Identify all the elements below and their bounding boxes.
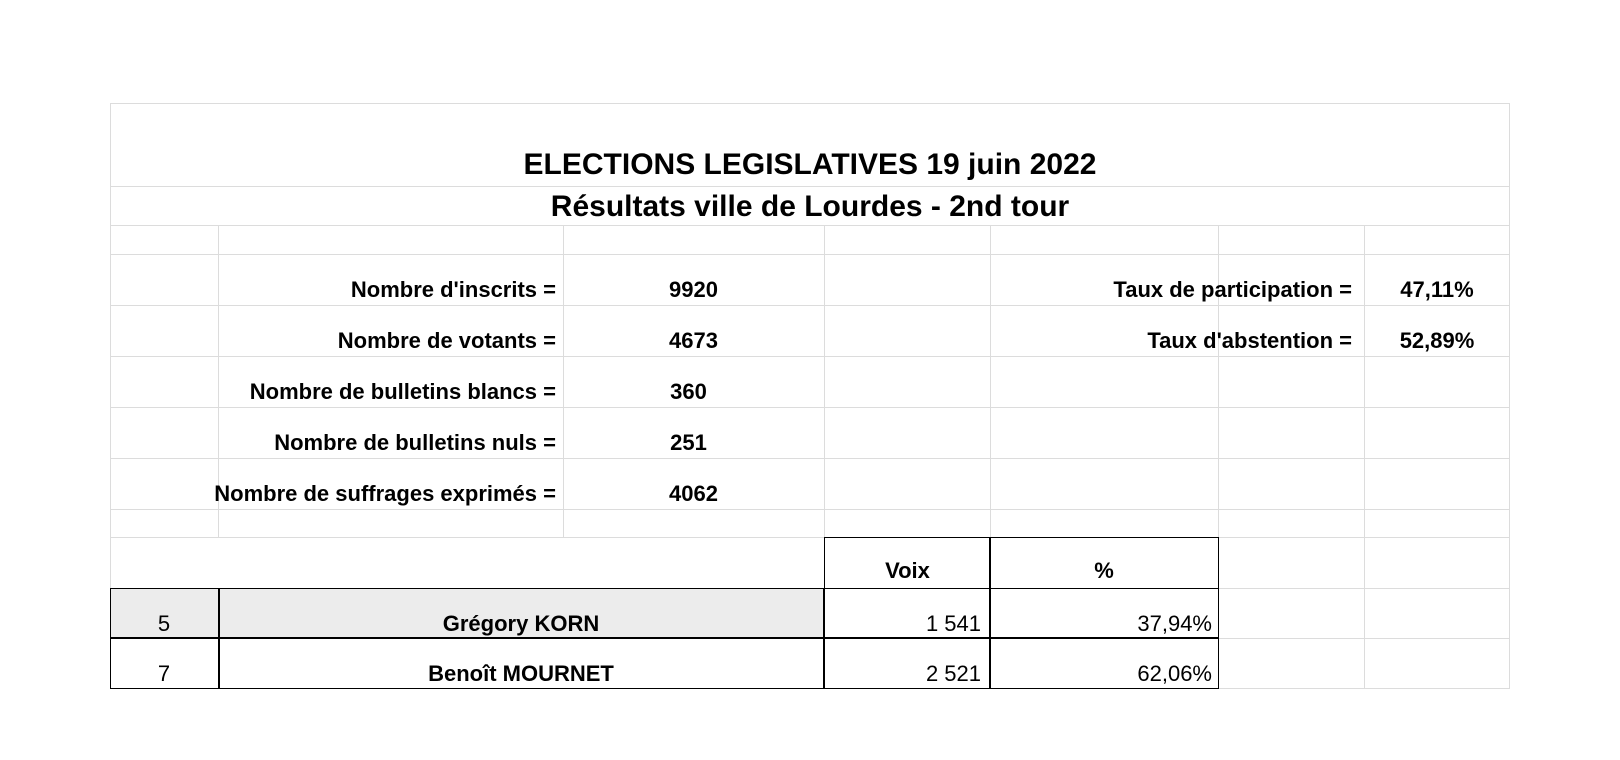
stat-value: 360	[670, 379, 707, 404]
stat-label: Nombre de bulletins blancs =	[249, 379, 556, 404]
stat-value: 4673	[669, 328, 718, 353]
page-title: ELECTIONS LEGISLATIVES 19 juin 2022	[523, 148, 1097, 181]
candidate-pct: 62,06%	[1137, 661, 1212, 686]
stat-label: Nombre de suffrages exprimés =	[214, 481, 556, 506]
rate-label: Taux de participation =	[1113, 277, 1352, 302]
candidate-number: 5	[157, 611, 171, 636]
rate-label: Taux d'abstention =	[1147, 328, 1352, 353]
stat-label: Nombre de votants =	[337, 328, 556, 353]
candidate-voix: 1 541	[925, 611, 981, 636]
stat-value: 9920	[669, 277, 718, 302]
header-pct: %	[1094, 558, 1114, 583]
candidate-pct: 37,94%	[1137, 611, 1212, 636]
rate-value: 47,11%	[1400, 277, 1474, 302]
stat-label: Nombre de bulletins nuls =	[274, 430, 556, 455]
header-voix: Voix	[885, 558, 930, 583]
candidate-number: 7	[157, 661, 171, 686]
page-subtitle: Résultats ville de Lourdes - 2nd tour	[550, 190, 1070, 223]
rate-value: 52,89%	[1399, 328, 1475, 353]
candidate-name: Grégory KORN	[442, 611, 600, 636]
stat-label: Nombre d'inscrits =	[350, 277, 556, 302]
stat-value: 4062	[669, 481, 718, 506]
candidate-name: Benoît MOURNET	[428, 661, 614, 686]
candidate-voix: 2 521	[925, 661, 981, 686]
stat-value: 251	[670, 430, 707, 455]
